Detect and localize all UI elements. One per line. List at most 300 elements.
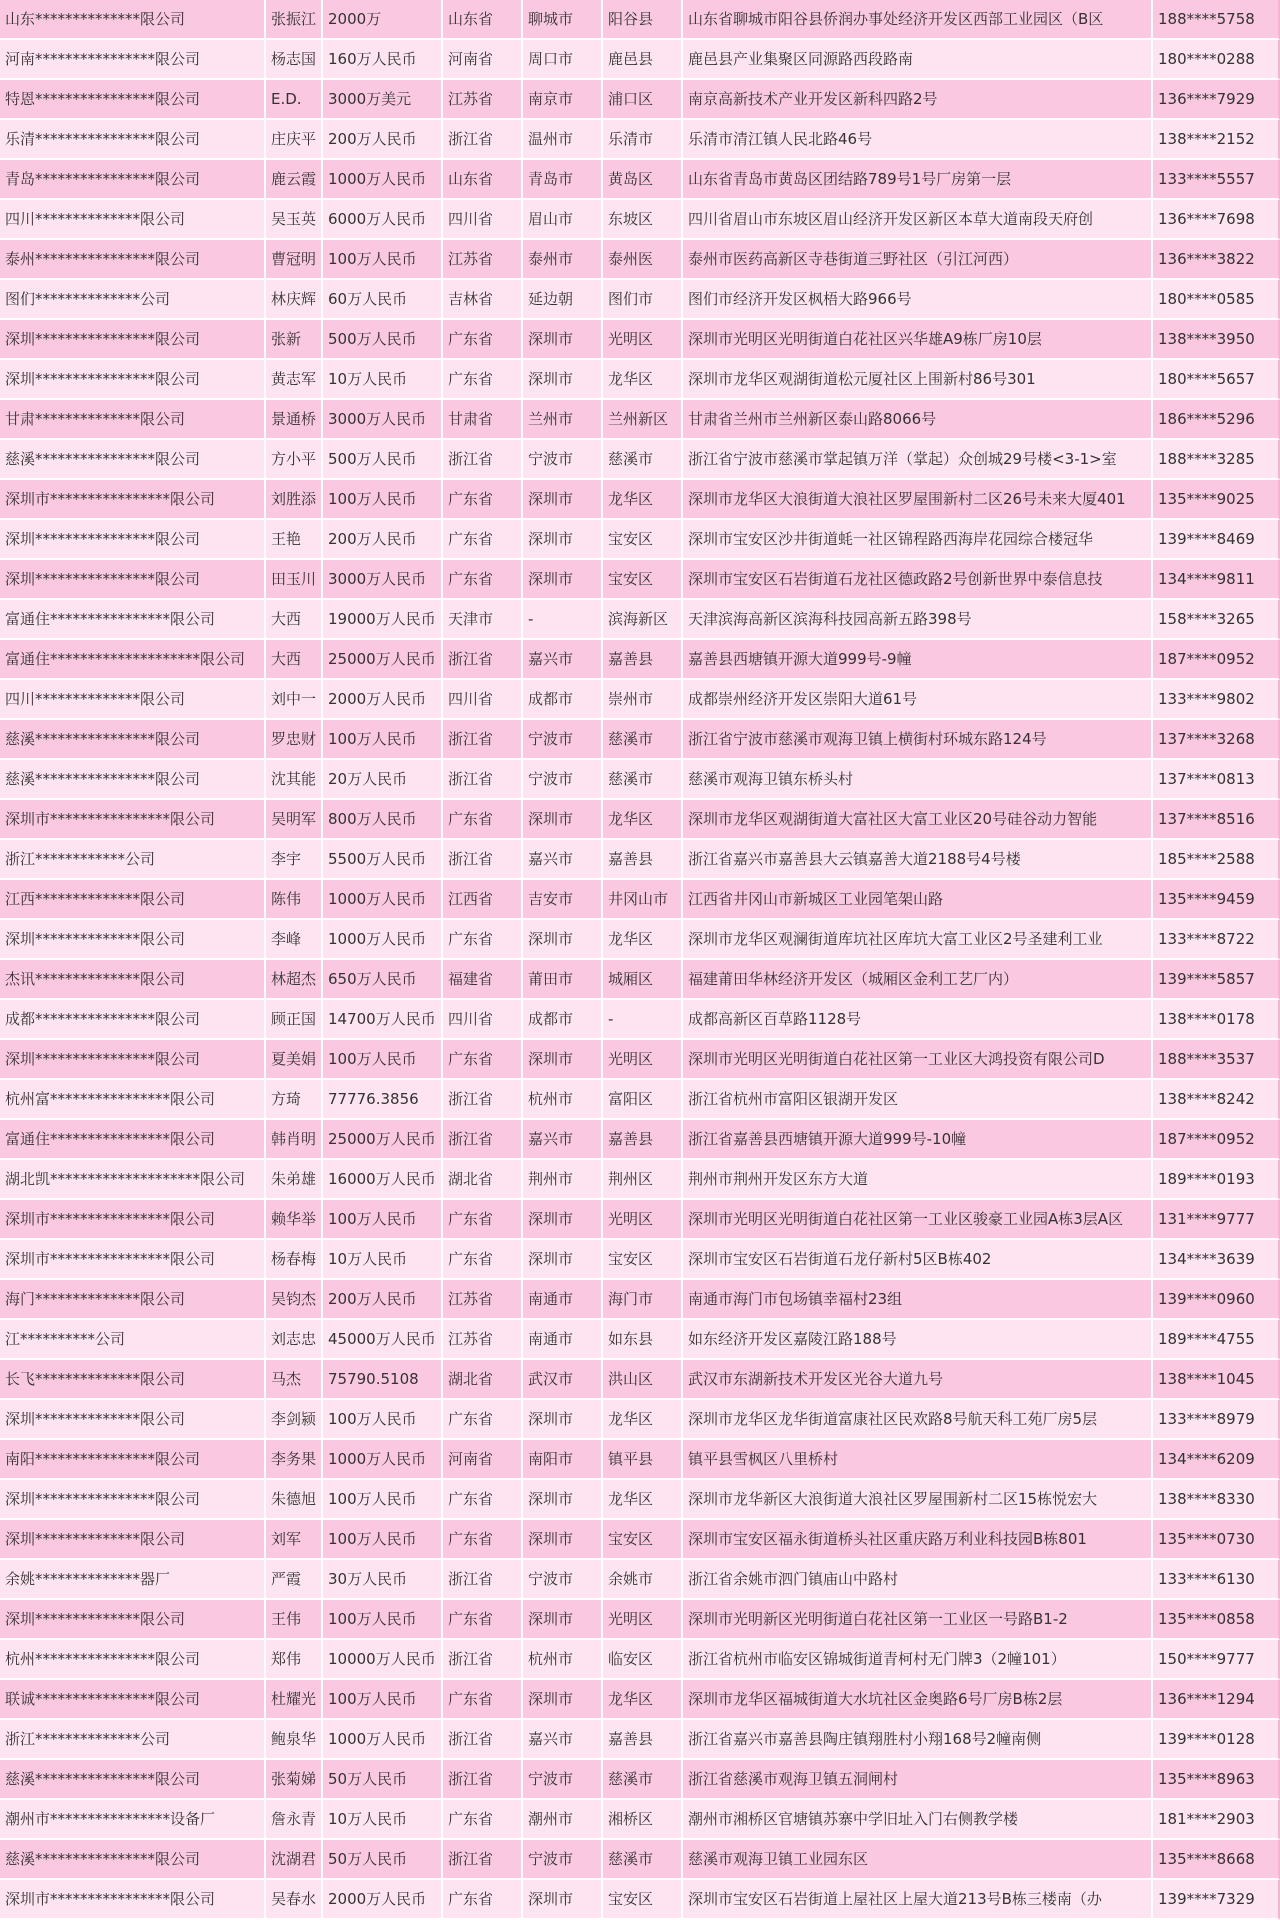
table-row (0, 1120, 1280, 1160)
province-cell: 河南省 (443, 1440, 523, 1480)
company-name-cell: 杭州****************限公司 (0, 1640, 266, 1680)
table-row (0, 360, 1280, 400)
province-cell: 广东省 (443, 1520, 523, 1560)
province-cell: 山东省 (443, 160, 523, 200)
phone-cell: 139****0960 (1153, 1280, 1280, 1320)
district-cell: 龙华区 (603, 1480, 683, 1520)
legal-representative-cell: 刘胜添 (266, 480, 323, 520)
phone-cell: 180****0288 (1153, 40, 1280, 80)
address-cell: 深圳市龙华新区大浪街道大浪社区罗屋围新村二区15栋悦宏大 (683, 1480, 1153, 1520)
address-cell: 深圳市光明区光明街道白花社区第一工业区大鸿投资有限公司D (683, 1040, 1153, 1080)
address-cell: 深圳市宝安区沙井街道蚝一社区锦程路西海岸花园综合楼冠华 (683, 520, 1153, 560)
phone-cell: 135****8963 (1153, 1760, 1280, 1800)
district-cell: 龙华区 (603, 800, 683, 840)
registered-capital-cell: 14700万人民币 (323, 1000, 443, 1040)
province-cell: 广东省 (443, 320, 523, 360)
registered-capital-cell: 100万人民币 (323, 1040, 443, 1080)
company-name-cell: 南阳****************限公司 (0, 1440, 266, 1480)
address-cell: 浙江省嘉善县西塘镇开源大道999号-10幢 (683, 1120, 1153, 1160)
province-cell: 浙江省 (443, 640, 523, 680)
legal-representative-cell: 刘中一 (266, 680, 323, 720)
registered-capital-cell: 200万人民币 (323, 1280, 443, 1320)
legal-representative-cell: 张菊娣 (266, 1760, 323, 1800)
city-cell: 深圳市 (523, 480, 603, 520)
district-cell: 洪山区 (603, 1360, 683, 1400)
address-cell: 图们市经济开发区枫梧大路966号 (683, 280, 1153, 320)
table-row (0, 160, 1280, 200)
legal-representative-cell: 鹿云霞 (266, 160, 323, 200)
table-row (0, 1600, 1280, 1640)
city-cell: 深圳市 (523, 1480, 603, 1520)
phone-cell: 139****5857 (1153, 960, 1280, 1000)
city-cell: 泰州市 (523, 240, 603, 280)
phone-cell: 135****9459 (1153, 880, 1280, 920)
legal-representative-cell: 马杰 (266, 1360, 323, 1400)
district-cell: 宝安区 (603, 1240, 683, 1280)
phone-cell: 138****8330 (1153, 1480, 1280, 1520)
address-cell: 山东省聊城市阳谷县侨润办事处经济开发区西部工业园区（B区 (683, 0, 1153, 40)
company-name-cell: 山东**************限公司 (0, 0, 266, 40)
legal-representative-cell: 吴春水 (266, 1880, 323, 1920)
district-cell: 光明区 (603, 320, 683, 360)
registered-capital-cell: 1000万人民币 (323, 1720, 443, 1760)
legal-representative-cell: 张振江 (266, 0, 323, 40)
district-cell: 阳谷县 (603, 0, 683, 40)
legal-representative-cell: 罗忠财 (266, 720, 323, 760)
province-cell: 广东省 (443, 1040, 523, 1080)
province-cell: 浙江省 (443, 1560, 523, 1600)
legal-representative-cell: 朱德旭 (266, 1480, 323, 1520)
district-cell: 滨海新区 (603, 600, 683, 640)
company-name-cell: 江西**************限公司 (0, 880, 266, 920)
province-cell: 广东省 (443, 520, 523, 560)
address-cell: 深圳市龙华区观湖街道松元厦社区上围新村86号301 (683, 360, 1153, 400)
district-cell: 宝安区 (603, 520, 683, 560)
table-row (0, 1840, 1280, 1880)
company-name-cell: 深圳****************限公司 (0, 1480, 266, 1520)
city-cell: 南通市 (523, 1280, 603, 1320)
city-cell: 深圳市 (523, 1600, 603, 1640)
table-row (0, 1440, 1280, 1480)
address-cell: 浙江省嘉兴市嘉善县大云镇嘉善大道2188号4号楼 (683, 840, 1153, 880)
address-cell: 浙江省余姚市泗门镇庙山中路村 (683, 1560, 1153, 1600)
company-name-cell: 深圳**************限公司 (0, 1400, 266, 1440)
city-cell: 嘉兴市 (523, 1120, 603, 1160)
legal-representative-cell: 顾正国 (266, 1000, 323, 1040)
legal-representative-cell: 吴玉英 (266, 200, 323, 240)
phone-cell: 181****2903 (1153, 1800, 1280, 1840)
legal-representative-cell: 方琦 (266, 1080, 323, 1120)
legal-representative-cell: 曹冠明 (266, 240, 323, 280)
legal-representative-cell: 李剑颍 (266, 1400, 323, 1440)
province-cell: 广东省 (443, 1200, 523, 1240)
address-cell: 深圳市龙华区观澜街道库坑社区库坑大富工业区2号圣建利工业 (683, 920, 1153, 960)
phone-cell: 188****3537 (1153, 1040, 1280, 1080)
table-row (0, 240, 1280, 280)
company-name-cell: 江**********公司 (0, 1320, 266, 1360)
table-row (0, 40, 1280, 80)
district-cell: 如东县 (603, 1320, 683, 1360)
table-row (0, 440, 1280, 480)
district-cell: 光明区 (603, 1040, 683, 1080)
registered-capital-cell: 800万人民币 (323, 800, 443, 840)
table-row (0, 880, 1280, 920)
table-row (0, 200, 1280, 240)
city-cell: 嘉兴市 (523, 640, 603, 680)
city-cell: 宁波市 (523, 1760, 603, 1800)
address-cell: 浙江省嘉兴市嘉善县陶庄镇翔胜村小翔168号2幢南侧 (683, 1720, 1153, 1760)
city-cell: 深圳市 (523, 520, 603, 560)
legal-representative-cell: 田玉川 (266, 560, 323, 600)
address-cell: 嘉善县西塘镇开源大道999号-9幢 (683, 640, 1153, 680)
province-cell: 浙江省 (443, 1760, 523, 1800)
registered-capital-cell: 10万人民币 (323, 1800, 443, 1840)
province-cell: 湖北省 (443, 1360, 523, 1400)
district-cell: 光明区 (603, 1600, 683, 1640)
registered-capital-cell: 100万人民币 (323, 1480, 443, 1520)
registered-capital-cell: 25000万人民币 (323, 1120, 443, 1160)
company-name-cell: 慈溪****************限公司 (0, 1840, 266, 1880)
phone-cell: 186****5296 (1153, 400, 1280, 440)
registered-capital-cell: 10万人民币 (323, 360, 443, 400)
province-cell: 广东省 (443, 920, 523, 960)
table-row (0, 1400, 1280, 1440)
legal-representative-cell: 张新 (266, 320, 323, 360)
district-cell: 崇州市 (603, 680, 683, 720)
table-row (0, 400, 1280, 440)
registered-capital-cell: 100万人民币 (323, 240, 443, 280)
address-cell: 福建莆田华林经济开发区（城厢区金利工艺厂内） (683, 960, 1153, 1000)
city-cell: 南通市 (523, 1320, 603, 1360)
company-name-cell: 浙江**************公司 (0, 1720, 266, 1760)
company-name-cell: 深圳市****************限公司 (0, 1240, 266, 1280)
company-name-cell: 河南****************限公司 (0, 40, 266, 80)
district-cell: 余姚市 (603, 1560, 683, 1600)
table-row (0, 560, 1280, 600)
address-cell: 山东省青岛市黄岛区团结路789号1号厂房第一层 (683, 160, 1153, 200)
address-cell: 南京高新技术产业开发区新科四路2号 (683, 80, 1153, 120)
phone-cell: 133****8979 (1153, 1400, 1280, 1440)
address-cell: 镇平县雪枫区八里桥村 (683, 1440, 1153, 1480)
phone-cell: 133****5557 (1153, 160, 1280, 200)
phone-cell: 139****8469 (1153, 520, 1280, 560)
company-name-cell: 乐清****************限公司 (0, 120, 266, 160)
phone-cell: 133****8722 (1153, 920, 1280, 960)
legal-representative-cell: 韩肖明 (266, 1120, 323, 1160)
legal-representative-cell: 吴明军 (266, 800, 323, 840)
company-name-cell: 湖北凯********************限公司 (0, 1160, 266, 1200)
registered-capital-cell: 16000万人民币 (323, 1160, 443, 1200)
company-name-cell: 深圳**************限公司 (0, 1520, 266, 1560)
registered-capital-cell: 75790.5108 (323, 1360, 443, 1400)
city-cell: 嘉兴市 (523, 840, 603, 880)
city-cell: 周口市 (523, 40, 603, 80)
company-name-cell: 慈溪****************限公司 (0, 720, 266, 760)
registered-capital-cell: 3000万美元 (323, 80, 443, 120)
address-cell: 深圳市宝安区石岩街道石龙社区德政路2号创新世界中泰信息技 (683, 560, 1153, 600)
district-cell: 海门市 (603, 1280, 683, 1320)
city-cell: 宁波市 (523, 760, 603, 800)
legal-representative-cell: 刘志忠 (266, 1320, 323, 1360)
registered-capital-cell: 19000万人民币 (323, 600, 443, 640)
city-cell: 深圳市 (523, 1520, 603, 1560)
province-cell: 浙江省 (443, 440, 523, 480)
province-cell: 广东省 (443, 480, 523, 520)
phone-cell: 135****0730 (1153, 1520, 1280, 1560)
company-name-cell: 四川**************限公司 (0, 680, 266, 720)
city-cell: 深圳市 (523, 1400, 603, 1440)
table-row (0, 1360, 1280, 1400)
company-name-cell: 浙江************公司 (0, 840, 266, 880)
legal-representative-cell: 李峰 (266, 920, 323, 960)
district-cell: 井冈山市 (603, 880, 683, 920)
registered-capital-cell: 100万人民币 (323, 1400, 443, 1440)
district-cell: 龙华区 (603, 480, 683, 520)
district-cell: 龙华区 (603, 360, 683, 400)
phone-cell: 138****3950 (1153, 320, 1280, 360)
table-row (0, 120, 1280, 160)
phone-cell: 138****1045 (1153, 1360, 1280, 1400)
address-cell: 深圳市光明新区光明街道白花社区第一工业区一号路B1-2 (683, 1600, 1153, 1640)
phone-cell: 133****6130 (1153, 1560, 1280, 1600)
district-cell: 嘉善县 (603, 1720, 683, 1760)
city-cell: 南阳市 (523, 1440, 603, 1480)
district-cell: 泰州医 (603, 240, 683, 280)
registered-capital-cell: 160万人民币 (323, 40, 443, 80)
province-cell: 浙江省 (443, 1640, 523, 1680)
registered-capital-cell: 3000万人民币 (323, 560, 443, 600)
registered-capital-cell: 1000万人民币 (323, 880, 443, 920)
legal-representative-cell: 沈其能 (266, 760, 323, 800)
company-name-cell: 深圳市****************限公司 (0, 1200, 266, 1240)
legal-representative-cell: 郑伟 (266, 1640, 323, 1680)
district-cell: 嘉善县 (603, 640, 683, 680)
city-cell: 深圳市 (523, 560, 603, 600)
city-cell: 吉安市 (523, 880, 603, 920)
legal-representative-cell: 王伟 (266, 1600, 323, 1640)
address-cell: 深圳市光明区光明街道白花社区兴华雄A9栋厂房10层 (683, 320, 1153, 360)
registered-capital-cell: 45000万人民币 (323, 1320, 443, 1360)
registered-capital-cell: 1000万人民币 (323, 920, 443, 960)
address-cell: 深圳市宝安区石岩街道上屋社区上屋大道213号B栋三楼南（办 (683, 1880, 1153, 1920)
address-cell: 深圳市宝安区福永街道桥头社区重庆路万利业科技园B栋801 (683, 1520, 1153, 1560)
phone-cell: 136****3822 (1153, 240, 1280, 280)
phone-cell: 180****0585 (1153, 280, 1280, 320)
table-row (0, 1320, 1280, 1360)
phone-cell: 134****6209 (1153, 1440, 1280, 1480)
city-cell: 深圳市 (523, 800, 603, 840)
address-cell: 江西省井冈山市新城区工业园笔架山路 (683, 880, 1153, 920)
city-cell: 杭州市 (523, 1080, 603, 1120)
phone-cell: 138****8242 (1153, 1080, 1280, 1120)
legal-representative-cell: 李宇 (266, 840, 323, 880)
district-cell: 宝安区 (603, 560, 683, 600)
district-cell: 黄岛区 (603, 160, 683, 200)
company-name-cell: 特恩****************限公司 (0, 80, 266, 120)
legal-representative-cell: 严霞 (266, 1560, 323, 1600)
legal-representative-cell: 刘军 (266, 1520, 323, 1560)
phone-cell: 135****0858 (1153, 1600, 1280, 1640)
company-name-cell: 深圳****************限公司 (0, 560, 266, 600)
city-cell: 深圳市 (523, 1200, 603, 1240)
address-cell: 深圳市龙华区大浪街道大浪社区罗屋围新村二区26号未来大厦401 (683, 480, 1153, 520)
company-name-cell: 慈溪****************限公司 (0, 1760, 266, 1800)
legal-representative-cell: 景通桥 (266, 400, 323, 440)
table-row (0, 480, 1280, 520)
province-cell: 广东省 (443, 560, 523, 600)
address-cell: 浙江省慈溪市观海卫镇五洞闸村 (683, 1760, 1153, 1800)
table-row (0, 720, 1280, 760)
registered-capital-cell: 100万人民币 (323, 1520, 443, 1560)
province-cell: 广东省 (443, 1800, 523, 1840)
city-cell: 深圳市 (523, 1880, 603, 1920)
province-cell: 四川省 (443, 1000, 523, 1040)
registered-capital-cell: 200万人民币 (323, 120, 443, 160)
address-cell: 深圳市光明区光明街道白花社区第一工业区骏豪工业园A栋3层A区 (683, 1200, 1153, 1240)
city-cell: 成都市 (523, 1000, 603, 1040)
company-name-cell: 深圳****************限公司 (0, 320, 266, 360)
company-name-cell: 富通住********************限公司 (0, 640, 266, 680)
table-row (0, 1520, 1280, 1560)
legal-representative-cell: 林超杰 (266, 960, 323, 1000)
legal-representative-cell: 詹永青 (266, 1800, 323, 1840)
province-cell: 江西省 (443, 880, 523, 920)
legal-representative-cell: 庄庆平 (266, 120, 323, 160)
table-row (0, 1880, 1280, 1920)
table-row (0, 1720, 1280, 1760)
province-cell: 江苏省 (443, 1320, 523, 1360)
company-name-cell: 杰讯**************限公司 (0, 960, 266, 1000)
registered-capital-cell: 25000万人民币 (323, 640, 443, 680)
district-cell: 龙华区 (603, 1680, 683, 1720)
district-cell: 嘉善县 (603, 840, 683, 880)
company-name-cell: 深圳**************限公司 (0, 920, 266, 960)
registered-capital-cell: 650万人民币 (323, 960, 443, 1000)
phone-cell: 134****3639 (1153, 1240, 1280, 1280)
province-cell: 广东省 (443, 1400, 523, 1440)
registered-capital-cell: 100万人民币 (323, 1200, 443, 1240)
phone-cell: 158****3265 (1153, 600, 1280, 640)
city-cell: 潮州市 (523, 1800, 603, 1840)
registered-capital-cell: 50万人民币 (323, 1760, 443, 1800)
company-name-cell: 深圳市****************限公司 (0, 1880, 266, 1920)
company-name-cell: 富通住****************限公司 (0, 600, 266, 640)
address-cell: 武汉市东湖新技术开发区光谷大道九号 (683, 1360, 1153, 1400)
registered-capital-cell: 5500万人民币 (323, 840, 443, 880)
city-cell: 宁波市 (523, 1560, 603, 1600)
province-cell: 福建省 (443, 960, 523, 1000)
phone-cell: 139****0128 (1153, 1720, 1280, 1760)
registered-capital-cell: 100万人民币 (323, 1680, 443, 1720)
company-name-cell: 四川**************限公司 (0, 200, 266, 240)
phone-cell: 135****9025 (1153, 480, 1280, 520)
table-row (0, 600, 1280, 640)
address-cell: 浙江省宁波市慈溪市掌起镇万洋（掌起）众创城29号楼<3-1>室 (683, 440, 1153, 480)
company-name-cell: 深圳****************限公司 (0, 520, 266, 560)
address-cell: 潮州市湘桥区官塘镇苏寨中学旧址入门右侧教学楼 (683, 1800, 1153, 1840)
phone-cell: 138****2152 (1153, 120, 1280, 160)
company-name-cell: 杭州富****************限公司 (0, 1080, 266, 1120)
address-cell: 乐清市清江镇人民北路46号 (683, 120, 1153, 160)
province-cell: 湖北省 (443, 1160, 523, 1200)
province-cell: 四川省 (443, 680, 523, 720)
address-cell: 深圳市龙华区福城街道大水坑社区金奥路6号厂房B栋2层 (683, 1680, 1153, 1720)
phone-cell: 137****3268 (1153, 720, 1280, 760)
registered-capital-cell: 77776.3856 (323, 1080, 443, 1120)
table-row (0, 640, 1280, 680)
city-cell: 杭州市 (523, 1640, 603, 1680)
legal-representative-cell: 沈湖君 (266, 1840, 323, 1880)
registered-capital-cell: 10万人民币 (323, 1240, 443, 1280)
phone-cell: 135****8668 (1153, 1840, 1280, 1880)
company-name-cell: 深圳****************限公司 (0, 1040, 266, 1080)
address-cell: 荆州市荆州开发区东方大道 (683, 1160, 1153, 1200)
city-cell: 深圳市 (523, 920, 603, 960)
table-row (0, 1800, 1280, 1840)
table-row (0, 1480, 1280, 1520)
legal-representative-cell: 王艳 (266, 520, 323, 560)
address-cell: 慈溪市观海卫镇工业园东区 (683, 1840, 1153, 1880)
company-name-cell: 深圳****************限公司 (0, 360, 266, 400)
province-cell: 广东省 (443, 1880, 523, 1920)
company-name-cell: 慈溪****************限公司 (0, 440, 266, 480)
registered-capital-cell: 20万人民币 (323, 760, 443, 800)
legal-representative-cell: E.D. (266, 80, 323, 120)
province-cell: 浙江省 (443, 720, 523, 760)
company-name-cell: 深圳**************限公司 (0, 1600, 266, 1640)
table-row (0, 840, 1280, 880)
table-row (0, 1040, 1280, 1080)
address-cell: 深圳市宝安区石岩街道石龙仔新村5区B栋402 (683, 1240, 1153, 1280)
legal-representative-cell: 鲍泉华 (266, 1720, 323, 1760)
district-cell: 宝安区 (603, 1520, 683, 1560)
phone-cell: 134****9811 (1153, 560, 1280, 600)
table-row (0, 280, 1280, 320)
city-cell: 深圳市 (523, 1040, 603, 1080)
company-name-cell: 联诚****************限公司 (0, 1680, 266, 1720)
city-cell: 宁波市 (523, 720, 603, 760)
address-cell: 浙江省宁波市慈溪市观海卫镇上横街村环城东路124号 (683, 720, 1153, 760)
registered-capital-cell: 100万人民币 (323, 720, 443, 760)
district-cell: 图们市 (603, 280, 683, 320)
city-cell: 延边朝 (523, 280, 603, 320)
address-cell: 鹿邑县产业集聚区同源路西段路南 (683, 40, 1153, 80)
legal-representative-cell: 杨志国 (266, 40, 323, 80)
city-cell: 深圳市 (523, 1240, 603, 1280)
district-cell: 嘉善县 (603, 1120, 683, 1160)
city-cell: 嘉兴市 (523, 1720, 603, 1760)
district-cell: 光明区 (603, 1200, 683, 1240)
address-cell: 南通市海门市包场镇幸福村23组 (683, 1280, 1153, 1320)
city-cell: 眉山市 (523, 200, 603, 240)
phone-cell: 187****0952 (1153, 640, 1280, 680)
table-row (0, 960, 1280, 1000)
city-cell: 宁波市 (523, 1840, 603, 1880)
table-row (0, 920, 1280, 960)
city-cell: 深圳市 (523, 360, 603, 400)
address-cell: 慈溪市观海卫镇东桥头村 (683, 760, 1153, 800)
registered-capital-cell: 6000万人民币 (323, 200, 443, 240)
address-cell: 深圳市龙华区龙华街道富康社区民欢路8号航天科工苑厂房5层 (683, 1400, 1153, 1440)
company-name-cell: 深圳市****************限公司 (0, 480, 266, 520)
company-name-cell: 甘肃**************限公司 (0, 400, 266, 440)
province-cell: 河南省 (443, 40, 523, 80)
table-row (0, 320, 1280, 360)
table-row (0, 1200, 1280, 1240)
address-cell: 四川省眉山市东坡区眉山经济开发区新区本草大道南段天府创 (683, 200, 1153, 240)
city-cell: 深圳市 (523, 320, 603, 360)
table-row (0, 800, 1280, 840)
